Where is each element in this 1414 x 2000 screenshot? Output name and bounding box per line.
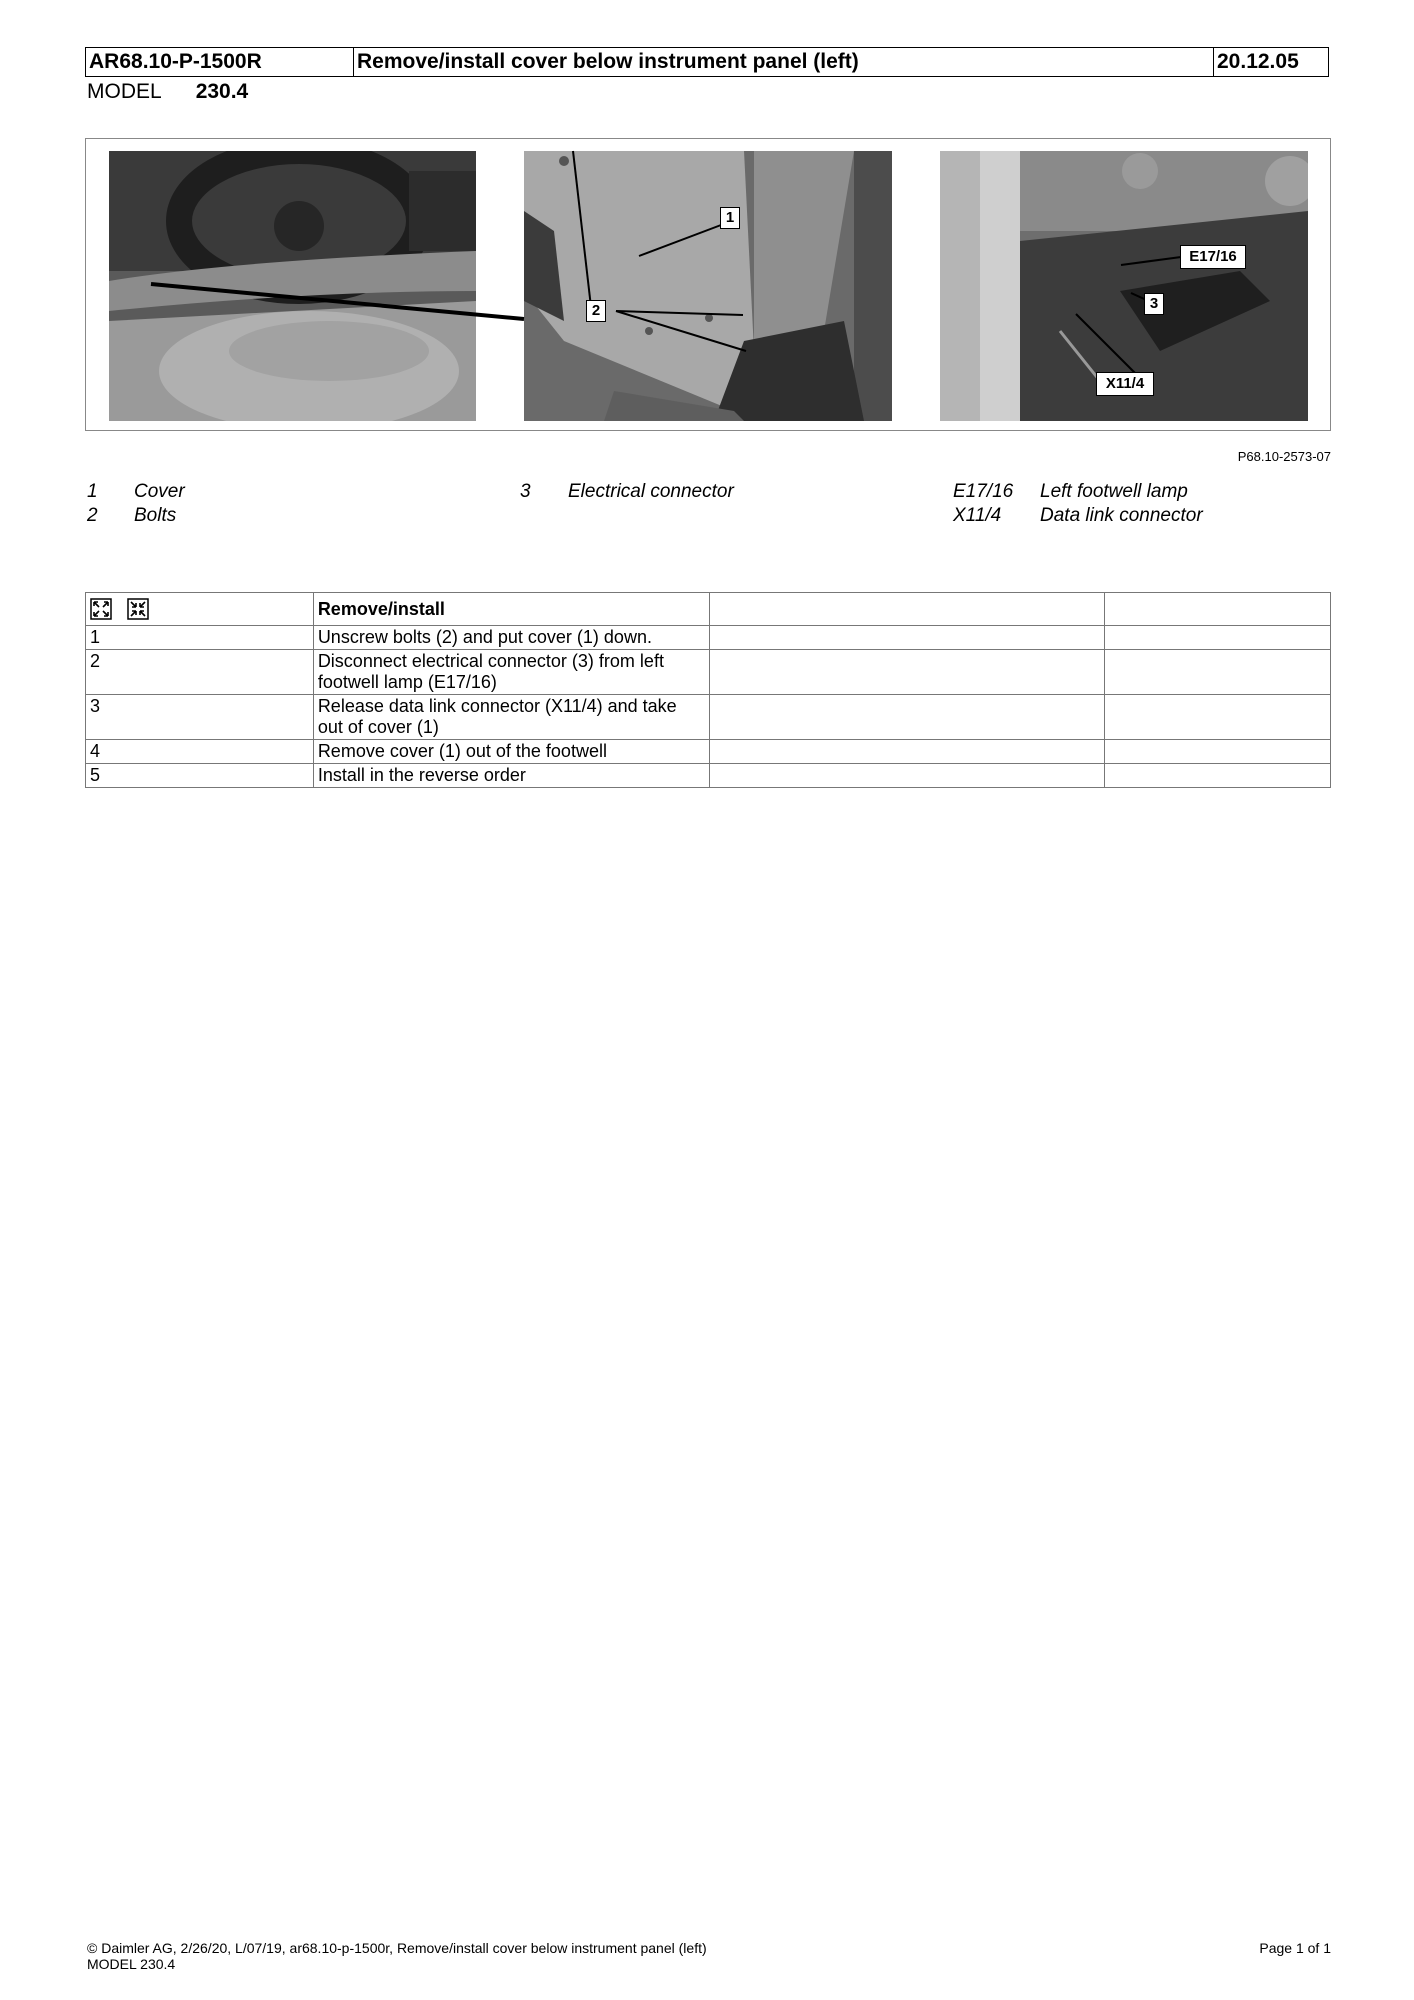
callout-e17-16: E17/16 bbox=[1180, 245, 1246, 269]
table-empty-cell bbox=[1105, 740, 1331, 764]
legend-num: 1 bbox=[87, 481, 98, 502]
table-empty-cell bbox=[1105, 695, 1331, 740]
table-empty-cell bbox=[1105, 593, 1331, 626]
table-header-icons bbox=[86, 593, 314, 626]
page-number: Page 1 of 1 bbox=[1259, 1940, 1331, 1956]
table-heading: Remove/install bbox=[313, 593, 709, 626]
document-title: Remove/install cover below instrument panel (left) bbox=[354, 48, 1214, 76]
table-empty-cell bbox=[709, 695, 1105, 740]
document-id: AR68.10-P-1500R bbox=[86, 48, 354, 76]
step-text: Release data link connector (X11/4) and take out of cover (1) bbox=[313, 695, 709, 740]
expand-icon bbox=[90, 598, 112, 620]
illustration-figure bbox=[85, 138, 1331, 431]
step-number: 3 bbox=[86, 695, 314, 740]
callout-2: 2 bbox=[586, 300, 606, 322]
table-row bbox=[86, 740, 1331, 764]
table-empty-cell bbox=[709, 593, 1105, 626]
footer-copyright: © Daimler AG, 2/26/20, L/07/19, ar68.10-p-1500r, Remove/install cover below instrument panel (left) bbox=[87, 1940, 707, 1956]
legend-text: Electrical connector bbox=[568, 481, 734, 502]
legend-num: 2 bbox=[87, 505, 98, 526]
step-text: Remove cover (1) out of the footwell bbox=[313, 740, 709, 764]
model-line bbox=[87, 80, 248, 104]
figure-reference: P68.10-2573-07 bbox=[1237, 449, 1331, 464]
collapse-icon bbox=[127, 598, 149, 620]
callout-3: 3 bbox=[1144, 293, 1164, 315]
legend-text: Data link connector bbox=[1040, 505, 1203, 526]
table-empty-cell bbox=[1105, 650, 1331, 695]
step-number: 1 bbox=[86, 626, 314, 650]
legend-num: X11/4 bbox=[953, 505, 1002, 526]
step-text: Unscrew bolts (2) and put cover (1) down. bbox=[313, 626, 709, 650]
legend-text: Cover bbox=[134, 481, 185, 502]
table-row bbox=[86, 764, 1331, 788]
model-value: 230.4 bbox=[195, 80, 249, 103]
step-text: Disconnect electrical connector (3) from left footwell lamp (E17/16) bbox=[313, 650, 709, 695]
table-empty-cell bbox=[1105, 626, 1331, 650]
legend-column-2 bbox=[520, 480, 920, 530]
table-row bbox=[86, 626, 1331, 650]
legend-column-3 bbox=[953, 480, 1333, 530]
document-date: 20.12.05 bbox=[1217, 50, 1299, 73]
callout-x11-4: X11/4 bbox=[1096, 372, 1154, 396]
legend-text: Bolts bbox=[134, 505, 177, 526]
table-empty-cell bbox=[709, 764, 1105, 788]
step-number: 4 bbox=[86, 740, 314, 764]
legend-num: E17/16 bbox=[953, 481, 1014, 502]
table-header-row bbox=[86, 593, 1331, 626]
legend-column-1 bbox=[87, 480, 487, 530]
model-label: MODEL bbox=[87, 80, 162, 103]
table-empty-cell bbox=[1105, 764, 1331, 788]
step-number: 2 bbox=[86, 650, 314, 695]
page-footer bbox=[87, 1940, 707, 1972]
step-number: 5 bbox=[86, 764, 314, 788]
table-empty-cell bbox=[709, 740, 1105, 764]
document-header bbox=[85, 47, 1329, 77]
table-empty-cell bbox=[709, 626, 1105, 650]
table-empty-cell bbox=[709, 650, 1105, 695]
procedure-table bbox=[85, 592, 1331, 788]
table-row bbox=[86, 650, 1331, 695]
footer-model: MODEL 230.4 bbox=[87, 1956, 176, 1972]
legend-text: Left footwell lamp bbox=[1040, 481, 1188, 502]
legend-num: 3 bbox=[520, 481, 531, 502]
step-text: Install in the reverse order bbox=[313, 764, 709, 788]
table-row bbox=[86, 695, 1331, 740]
callout-1: 1 bbox=[720, 207, 740, 229]
